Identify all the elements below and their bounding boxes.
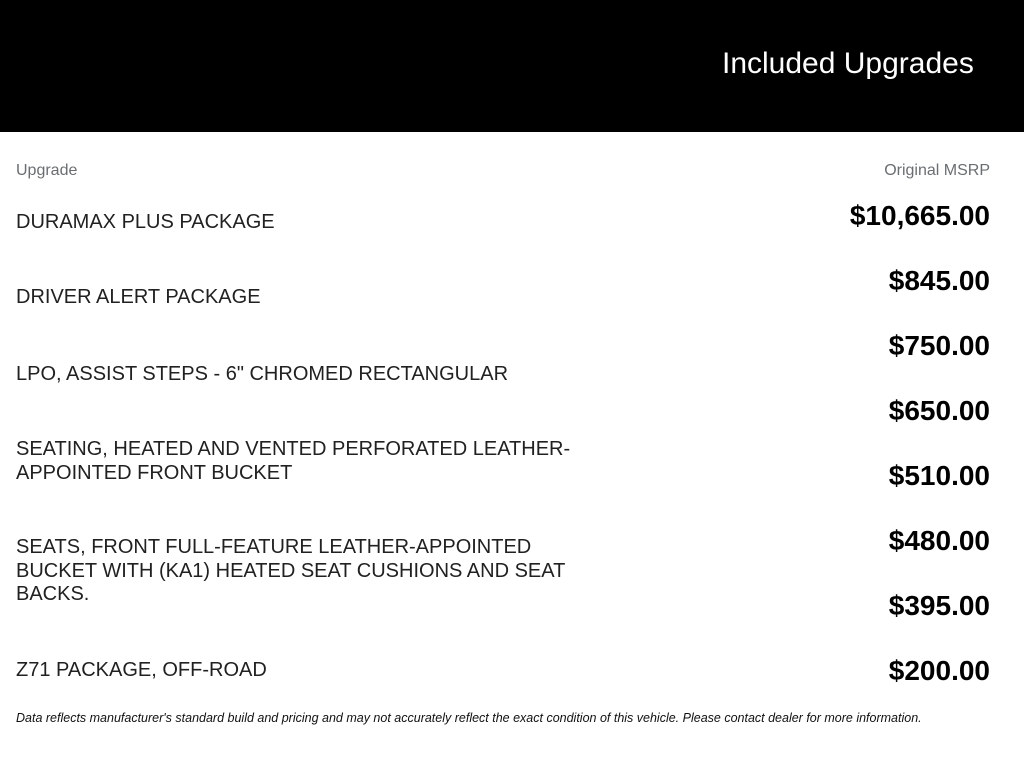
- msrp-value: $650.00: [888, 395, 990, 426]
- upgrade-column-header: Upgrade: [16, 162, 78, 179]
- page-title: Included Upgrades: [722, 47, 974, 80]
- upgrade-name: DURAMAX PLUS PACKAGE: [16, 211, 275, 233]
- msrp-value: $10,665.00: [849, 200, 990, 231]
- msrp-value: $750.00: [888, 330, 990, 361]
- upgrade-name: SEATING, HEATED AND VENTED PERFORATED LEATHER-APPOINTED FRONT BUCKET: [16, 438, 571, 484]
- upgrade-name: DRIVER ALERT PACKAGE: [16, 286, 261, 308]
- upgrade-name: LPO, ASSIST STEPS - 6" CHROMED RECTANGULAR: [16, 363, 509, 385]
- disclaimer-text: Data reflects manufacturer's standard build and pricing and may not accurately reflect the exact condition of this vehicle. Please contact dealer for more information.: [16, 711, 922, 725]
- msrp-value: $395.00: [888, 590, 990, 621]
- msrp-value: $200.00: [888, 655, 990, 686]
- page-header-banner: [0, 0, 1024, 132]
- upgrade-name: SEATS, FRONT FULL-FEATURE LEATHER-APPOINTED BUCKET WITH (KA1) HEATED SEAT CUSHIONS AND SEAT BACKS.: [16, 536, 565, 605]
- msrp-column-header: Original MSRP: [884, 162, 990, 179]
- upgrade-name: Z71 PACKAGE, OFF-ROAD: [16, 659, 267, 681]
- msrp-value: $480.00: [888, 525, 990, 556]
- msrp-value: $510.00: [888, 460, 990, 491]
- msrp-value: $845.00: [888, 265, 990, 296]
